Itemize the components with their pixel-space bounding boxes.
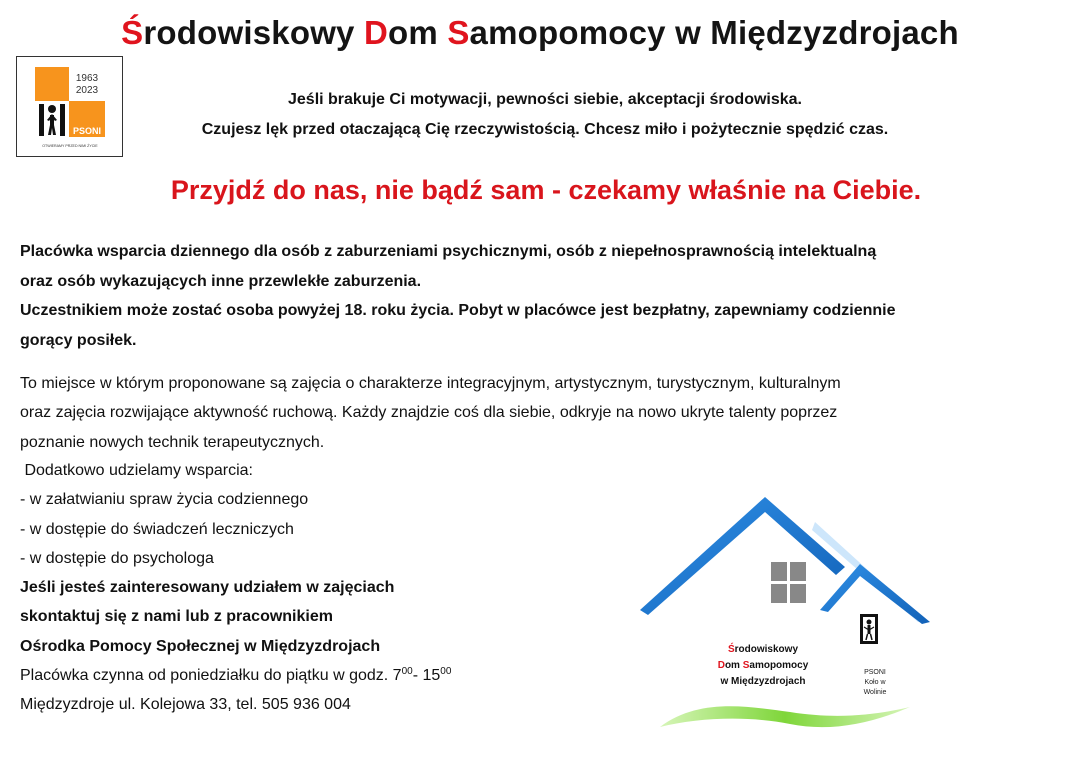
brand-name: PSONI	[72, 126, 102, 136]
contact-line: Ośrodka Pomocy Społecznej w Międzyzdrojach	[20, 637, 381, 655]
support-item: - w dostępie do świadczeń leczniczych	[20, 520, 294, 538]
address: Międzyzdroje ul. Kolejowa 33, tel. 505 936 004	[20, 696, 351, 714]
slogan: Przyjdź do nas, nie bądź sam - czekamy właśnie na Ciebie.	[170, 175, 922, 205]
window-icon	[771, 562, 806, 603]
activities-paragraph: To miejsce w którym proponowane są zajęcia o charakterze integracyjnym, artystycznym, turystycznym, kulturalnym oraz zajęcia rozwijające aktywność ruchową. Każdy znajdzie coś dla siebie, odkryje na nowo ukryte talenty poprzez poznanie nowych technik terapeutycznych.	[20, 375, 841, 451]
page-title: Środowiskowy Dom Samopomocy w Międzyzdrojach	[121, 14, 959, 51]
support-intro: Dodatkowo udzielamy wsparcia:	[20, 462, 253, 479]
year-end: 2023	[75, 85, 99, 96]
support-item: - w dostępie do psychologa	[20, 549, 214, 567]
psoni-logo	[16, 56, 123, 157]
support-item: - w załatwianiu spraw życia codziennego	[20, 491, 309, 509]
support-and-contact	[20, 456, 640, 720]
opening-hours: Placówka czynna od poniedziałku do piątku w godz. $7^{00}-$ $15^{00}$	[20, 666, 452, 685]
contact-line: skontaktuj się z nami lub z pracownikiem	[20, 608, 333, 626]
house-logo-org: PSONI Koło w Wolinie	[863, 669, 887, 696]
main-roof-shape	[640, 497, 845, 615]
year-start: 1963	[75, 73, 99, 84]
house-logo-name: Środowiskowy Dom Samopomocy w Międzyzdrojach	[717, 644, 809, 687]
brand-tagline: OTWIERAMY PRZED NIMI ŻYCIE	[42, 144, 98, 148]
contact-line: Jeśli jesteś zainteresowany udziałem w zajęciach	[20, 579, 395, 597]
description-paragraph: Placówka wsparcia dziennego dla osób z zaburzeniami psychicznymi, osób z niepełnosprawnością intelektualną oraz osób wykazujących inne przewlekłe zaburzenia. Uczestnikiem może zostać osoba powyżej 18. roku życia. Pobyt w placówce jest bezpłatny, zapewniamy codziennie gorący posiłek.	[20, 243, 896, 349]
person-sun-icon	[860, 614, 878, 644]
psoni-anniversary-logo-graphic	[17, 57, 122, 156]
intro-line-2: Czujesz lęk przed otaczającą Cię rzeczywistością. Chcesz miło i pożytecznie spędzić czas.	[201, 121, 889, 138]
green-wave-shape	[660, 706, 910, 727]
intro-text	[130, 85, 960, 145]
intro-line-1: Jeśli brakuje Ci motywacji, pewności siebie, akceptacji środowiska.	[288, 91, 802, 108]
house-logo-graphic	[640, 492, 940, 742]
